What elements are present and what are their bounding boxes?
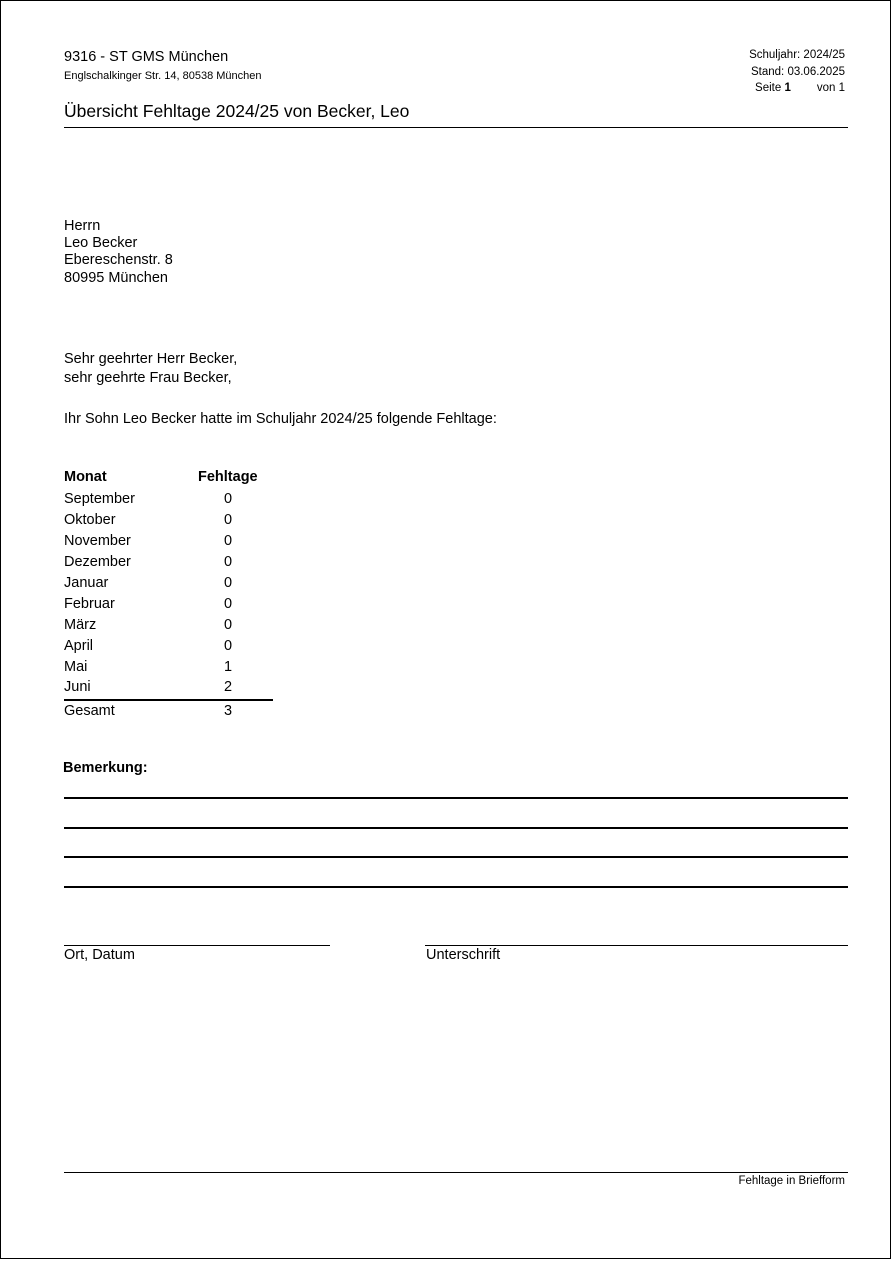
greeting-line-2: sehr geehrte Frau Becker, <box>64 370 232 386</box>
recipient-city: 80995 München <box>64 270 168 286</box>
recipient-street: Ebereschenstr. 8 <box>64 252 173 268</box>
remark-line <box>64 827 848 829</box>
table-row-month: Dezember <box>64 554 131 570</box>
table-row-month: Oktober <box>64 512 116 528</box>
total-value: 3 <box>223 703 233 719</box>
table-total-divider <box>64 699 273 701</box>
table-row-days: 0 <box>223 533 233 549</box>
total-label: Gesamt <box>64 703 115 719</box>
page-prefix: Seite <box>755 82 782 94</box>
table-row-month: Mai <box>64 659 88 675</box>
table-row-month: Januar <box>64 575 109 591</box>
header-divider <box>64 127 848 128</box>
table-row-days: 0 <box>223 554 233 570</box>
footer-divider <box>64 1172 848 1173</box>
table-row-days: 0 <box>223 512 233 528</box>
table-row-month: September <box>64 491 135 507</box>
intro-text: Ihr Sohn Leo Becker hatte im Schuljahr 2024/25 folgende Fehltage: <box>64 411 497 427</box>
remark-line <box>64 797 848 799</box>
stand-date: Stand: 03.06.2025 <box>751 66 845 78</box>
table-row-month: April <box>64 638 94 654</box>
table-row-days: 0 <box>223 596 233 612</box>
place-date-label: Ort, Datum <box>64 947 135 963</box>
greeting-line-1: Sehr geehrter Herr Becker, <box>64 351 238 367</box>
column-header-month: Monat <box>64 469 107 485</box>
signature-line <box>425 945 848 946</box>
page-number: 1 <box>784 82 791 94</box>
page-indicator <box>755 82 845 94</box>
recipient-name: Leo Becker <box>64 235 138 251</box>
table-row-month: November <box>64 533 131 549</box>
table-row-days: 0 <box>223 638 233 654</box>
column-header-days: Fehltage <box>198 469 258 485</box>
recipient-salutation: Herrn <box>64 218 101 234</box>
page-title: Übersicht Fehltage 2024/25 von Becker, Leo <box>64 101 410 121</box>
table-row-days: 0 <box>223 617 233 633</box>
signature-label: Unterschrift <box>426 947 501 963</box>
remark-line <box>64 886 848 888</box>
table-row-days: 0 <box>223 491 233 507</box>
table-row-month: März <box>64 617 97 633</box>
place-date-line <box>64 945 330 946</box>
remark-line <box>64 856 848 858</box>
page-total: von 1 <box>816 82 845 94</box>
remark-label: Bemerkung: <box>63 760 148 776</box>
table-row-month: Februar <box>64 596 115 612</box>
footer-text: Fehltage in Briefform <box>738 1175 845 1187</box>
school-year: Schuljahr: 2024/25 <box>749 49 845 61</box>
table-row-days: 0 <box>223 575 233 591</box>
school-address: Englschalkinger Str. 14, 80538 München <box>64 70 262 82</box>
table-row-days: 2 <box>223 679 233 695</box>
school-name: 9316 - ST GMS München <box>64 49 229 65</box>
table-row-month: Juni <box>64 679 91 695</box>
table-row-days: 1 <box>223 659 233 675</box>
